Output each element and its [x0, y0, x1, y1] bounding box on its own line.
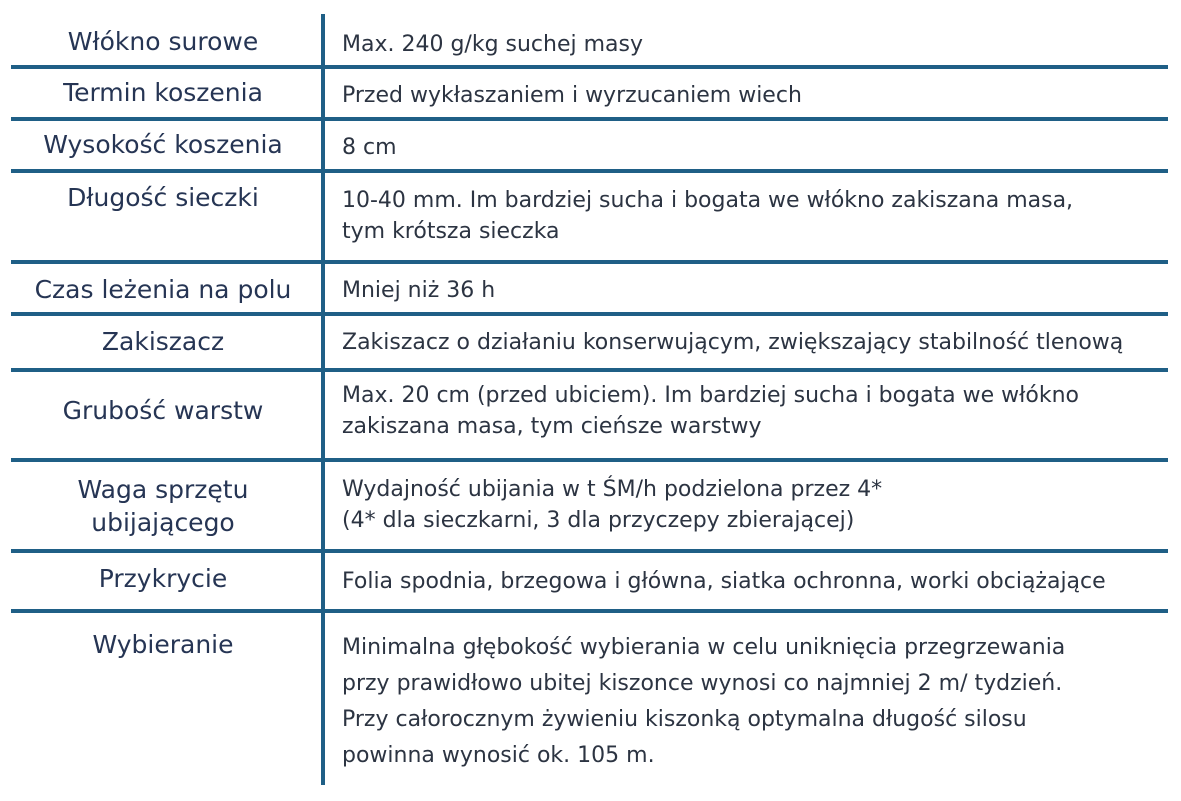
row-value: Zakiszacz o działaniu konserwującym, zwiększający stabilność tlenową: [342, 330, 1124, 355]
row-value: 8 cm: [342, 135, 397, 160]
column-divider: [321, 14, 325, 785]
row-value: Max. 20 cm (przed ubiciem). Im bardziej sucha i bogata we włókno zakiszana masa, tym cieńsze warstwy: [342, 383, 1080, 439]
row-value: Minimalna głębokość wybierania w celu uniknięcia przegrzewania przy prawidłowo ubitej kiszonce wynosi co najmniej 2 m/ tydzień. Przy całorocznym żywieniu kiszonką optymalna długość silosu powinna wynosić ok. 105 m.: [342, 635, 1066, 768]
row-divider: [11, 368, 1168, 372]
row-divider: [11, 549, 1168, 553]
row-divider: [11, 260, 1168, 264]
row-label: Przykrycie: [98, 564, 228, 593]
row-divider: [11, 458, 1168, 462]
row-label: Grubość warstw: [62, 396, 264, 425]
row-label: Długość sieczki: [67, 183, 259, 212]
row-divider: [11, 169, 1168, 173]
row-divider: [11, 312, 1168, 316]
row-divider: [11, 117, 1168, 121]
row-value: Wydajność ubijania w t ŚM/h podzielona przez 4* (4* dla sieczkarni, 3 dla przyczepy zbierającej): [342, 477, 883, 533]
row-divider: [11, 609, 1168, 613]
row-value: 10-40 mm. Im bardziej sucha i bogata we włókno zakiszana masa, tym krótsza sieczka: [342, 188, 1074, 244]
row-label: Wybieranie: [92, 630, 234, 659]
row-label: Czas leżenia na polu: [34, 275, 292, 304]
row-value: Folia spodnia, brzegowa i główna, siatka ochronna, worki obciążające: [342, 569, 1106, 594]
row-value: Mniej niż 36 h: [342, 278, 496, 303]
row-label: Zakiszacz: [101, 327, 225, 356]
row-divider: [11, 65, 1168, 69]
row-label: Termin koszenia: [63, 78, 263, 107]
row-label: Waga sprzętu ubijającego: [77, 475, 249, 537]
row-value: Przed wykłaszaniem i wyrzucaniem wiech: [342, 83, 802, 108]
row-label: Wysokość koszenia: [43, 130, 283, 159]
row-label: Włókno surowe: [67, 27, 259, 56]
row-value: Max. 240 g/kg suchej masy: [342, 32, 644, 57]
